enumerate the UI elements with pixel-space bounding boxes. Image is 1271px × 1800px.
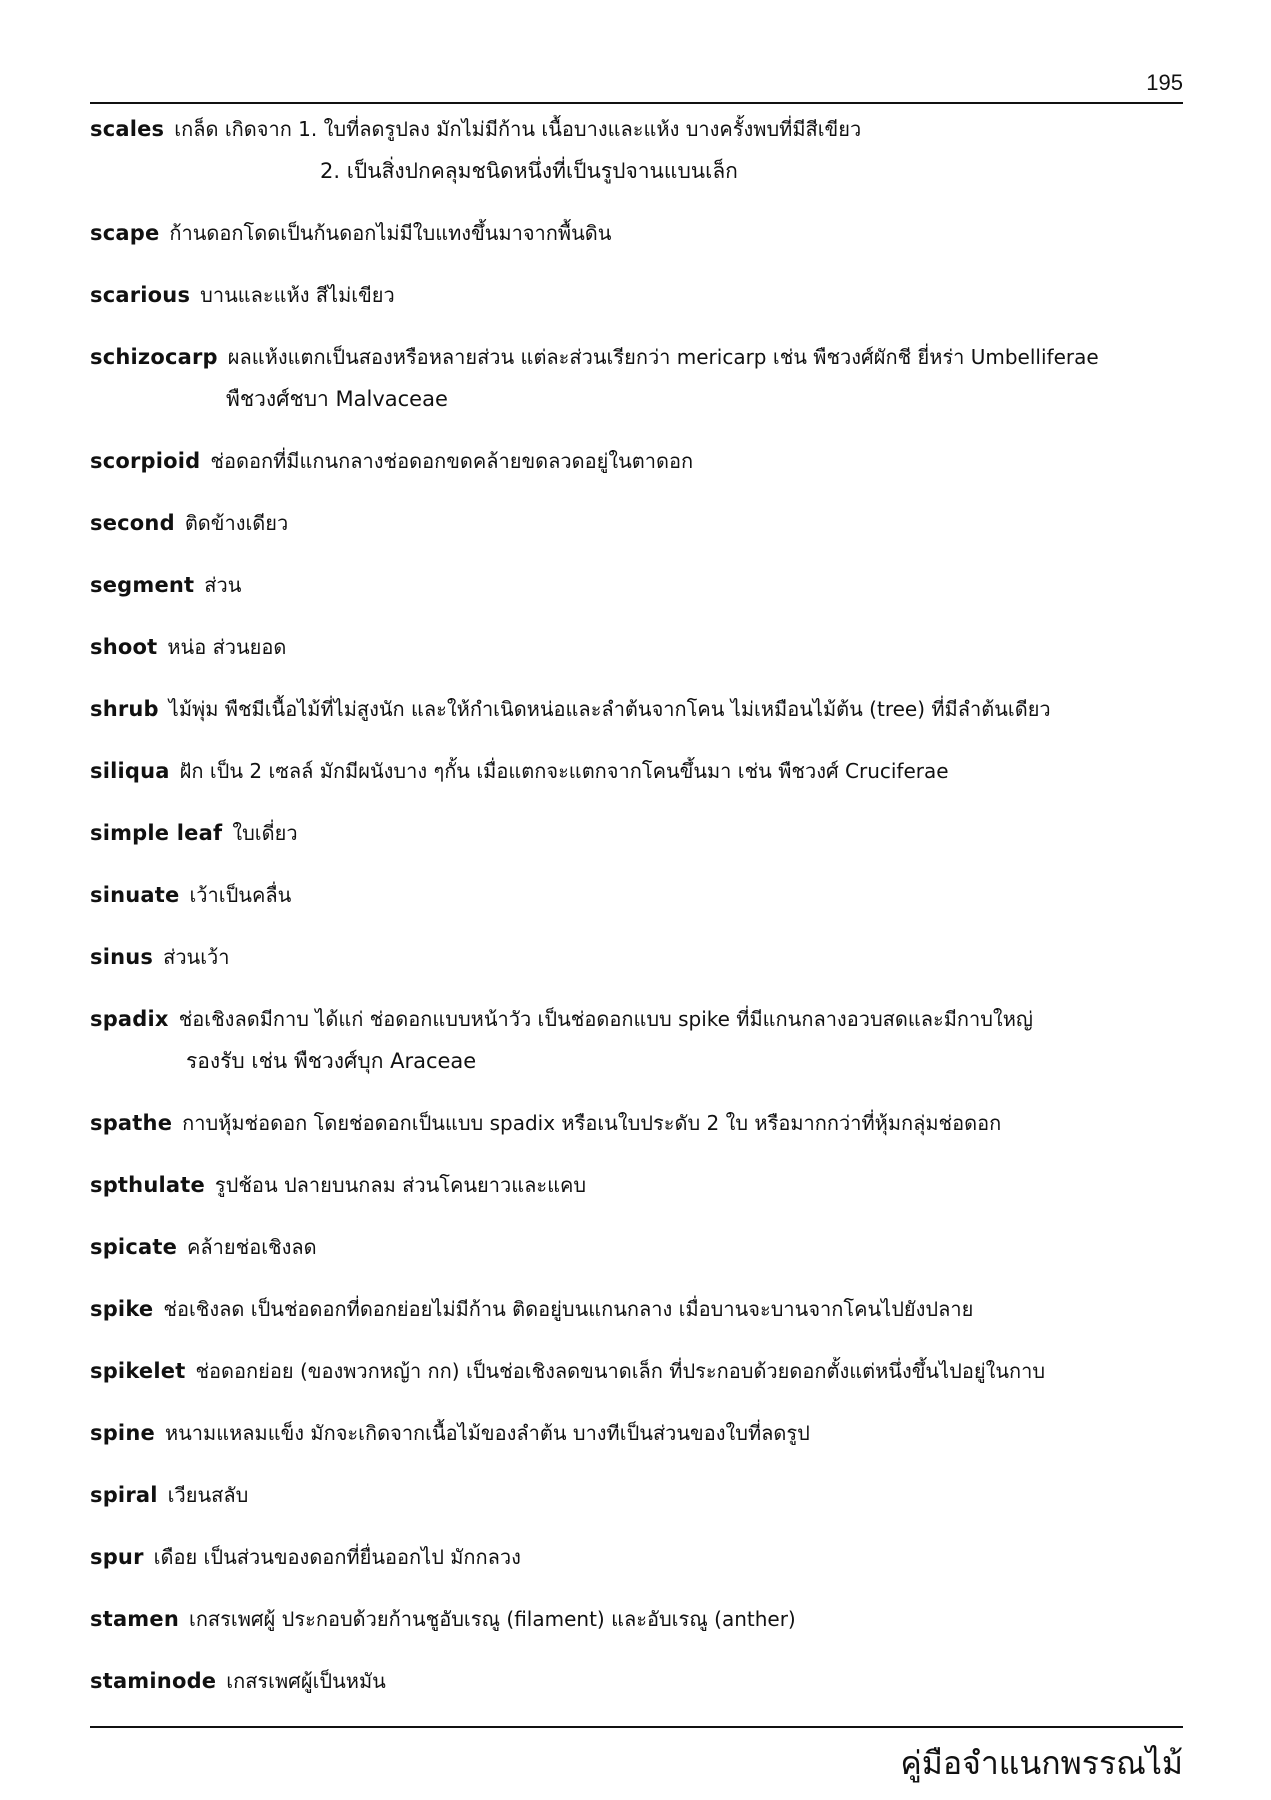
footer-rule — [90, 1726, 1183, 1728]
entry-term: second — [90, 511, 175, 535]
glossary-entry-shrub — [90, 688, 1183, 730]
entry-definition: ไม้พุ่ม พืชมีเนื้อไม้ที่ไม่สูงนัก และให้กำเนิดหน่อและลำต้นจากโคน ไม่เหมือนไม้ต้น (tree) ที่มีลำต้นเดียว — [168, 697, 1051, 721]
glossary-entry-spicate — [90, 1226, 1183, 1268]
entry-term: spadix — [90, 1007, 169, 1031]
glossary-entry-spathe — [90, 1102, 1183, 1144]
glossary-entry-staminode — [90, 1660, 1183, 1702]
glossary-entry-schizocarp — [90, 336, 1183, 420]
entry-definition: ผลแห้งแตกเป็นสองหรือหลายส่วน แต่ละส่วนเรียกว่า mericarp เช่น พืชวงศ์ผักชี ยี่หร่า Umbelliferae — [227, 345, 1099, 369]
glossary-entry-spthulate — [90, 1164, 1183, 1206]
entry-definition: เว้าเป็นคลื่น — [189, 883, 292, 907]
glossary-entry-spikelet — [90, 1350, 1183, 1392]
glossary-entry-sinuate — [90, 874, 1183, 916]
entry-term: spiral — [90, 1483, 158, 1507]
entry-definition: หนามแหลมแข็ง มักจะเกิดจากเนื้อไม้ของลำต้น บางทีเป็นส่วนของใบที่ลดรูป — [164, 1421, 810, 1445]
entry-definition-continued: 2. เป็นสิ่งปกคลุมชนิดหนึ่งที่เป็นรูปจานแบนเล็ก — [320, 159, 738, 183]
glossary-entry-stamen — [90, 1598, 1183, 1640]
glossary-entry-spadix — [90, 998, 1183, 1082]
entry-definition: รูปช้อน ปลายบนกลม ส่วนโคนยาวและแคบ — [214, 1173, 587, 1197]
entry-definition-continued: พืชวงศ์ชบา Malvaceae — [226, 387, 448, 411]
entry-term: spikelet — [90, 1359, 186, 1383]
glossary-entry-segment — [90, 564, 1183, 606]
glossary-list — [90, 108, 1183, 1722]
glossary-entry-spur — [90, 1536, 1183, 1578]
glossary-entry-spine — [90, 1412, 1183, 1454]
entry-definition: ก้านดอกโดดเป็นก้นดอกไม่มีใบแทงขึ้นมาจากพื้นดิน — [169, 221, 612, 245]
entry-definition: เกสรเพศผู้เป็นหมัน — [226, 1669, 386, 1693]
entry-definition: เกล็ด เกิดจาก 1. ใบที่ลดรูปลง มักไม่มีก้าน เนื้อบางและแห้ง บางครั้งพบที่มีสีเขียว — [174, 117, 862, 141]
entry-definition: เวียนสลับ — [167, 1483, 249, 1507]
entry-definition-continued: รองรับ เช่น พืชวงศ์บุก Araceae — [186, 1049, 477, 1073]
entry-definition: ช่อดอกย่อย (ของพวกหญ้า กก) เป็นช่อเชิงลดขนาดเล็ก ที่ประกอบด้วยดอกตั้งแต่หนึ่งขึ้นไปอยู่ในกาบ — [195, 1359, 1046, 1383]
entry-definition: ติดข้างเดียว — [184, 511, 289, 535]
glossary-entry-scales — [90, 108, 1183, 192]
entry-definition: กาบหุ้มช่อดอก โดยช่อดอกเป็นแบบ spadix หรือเนใบประดับ 2 ใบ หรือมากกว่าที่หุ้มกลุ่มช่อดอก — [182, 1111, 1002, 1135]
entry-term: spathe — [90, 1111, 173, 1135]
entry-term: segment — [90, 573, 195, 597]
entry-definition: เดือย เป็นส่วนของดอกที่ยื่นออกไป มักกลวง — [153, 1545, 521, 1569]
glossary-entry-shoot — [90, 626, 1183, 668]
glossary-entry-spike — [90, 1288, 1183, 1330]
entry-term: simple leaf — [90, 821, 223, 845]
entry-term: spike — [90, 1297, 154, 1321]
entry-term: staminode — [90, 1669, 217, 1693]
entry-term: stamen — [90, 1607, 179, 1631]
glossary-entry-second — [90, 502, 1183, 544]
entry-definition: ช่อเชิงลดมีกาบ ได้แก่ ช่อดอกแบบหน้าวัว เป็นช่อดอกแบบ spike ที่มีแกนกลางอวบสดและมีกาบใหญ่ — [178, 1007, 1033, 1031]
entry-term: sinus — [90, 945, 154, 969]
entry-definition: คล้ายช่อเชิงลด — [187, 1235, 317, 1259]
entry-definition: หน่อ ส่วนยอด — [167, 635, 287, 659]
glossary-entry-siliqua — [90, 750, 1183, 792]
glossary-entry-simple-leaf — [90, 812, 1183, 854]
glossary-entry-spiral — [90, 1474, 1183, 1516]
entry-term: spur — [90, 1545, 144, 1569]
entry-term: spicate — [90, 1235, 178, 1259]
entry-definition: ใบเดี่ยว — [232, 821, 298, 845]
entry-term: siliqua — [90, 759, 170, 783]
entry-definition: ส่วนเว้า — [163, 945, 230, 969]
glossary-entry-scarious — [90, 274, 1183, 316]
entry-definition: ช่อดอกที่มีแกนกลางช่อดอกขดคล้ายขดลวดอยู่ในตาดอก — [210, 449, 694, 473]
entry-definition: เกสรเพศผู้ ประกอบด้วยก้านชูอับเรณู (filament) และอับเรณู (anther) — [188, 1607, 796, 1631]
entry-definition: บานและแห้ง สีไม่เขียว — [200, 283, 395, 307]
entry-term: spine — [90, 1421, 155, 1445]
entry-term: spthulate — [90, 1173, 205, 1197]
entry-term: sinuate — [90, 883, 180, 907]
entry-definition: ช่อเชิงลด เป็นช่อดอกที่ดอกย่อยไม่มีก้าน ติดอยู่บนแกนกลาง เมื่อบานจะบานจากโคนไปยังปลาย — [163, 1297, 974, 1321]
entry-term: scorpioid — [90, 449, 201, 473]
entry-definition: ฝัก เป็น 2 เซลล์ มักมีผนังบาง ๆกั้น เมื่อแตกจะแตกจากโคนขึ้นมา เช่น พืชวงศ์ Cruciferae — [179, 759, 949, 783]
entry-definition: ส่วน — [204, 573, 242, 597]
glossary-entry-sinus — [90, 936, 1183, 978]
glossary-entry-scorpioid — [90, 440, 1183, 482]
footer-title: คู่มือจำแนกพรรณไม้ — [900, 1744, 1183, 1782]
entry-term: shrub — [90, 697, 159, 721]
entry-term: scarious — [90, 283, 191, 307]
entry-term: shoot — [90, 635, 158, 659]
page-number: 195 — [1146, 70, 1183, 95]
entry-term: schizocarp — [90, 345, 218, 369]
entry-term: scales — [90, 117, 165, 141]
header-rule — [90, 102, 1183, 104]
entry-term: scape — [90, 221, 160, 245]
glossary-entry-scape — [90, 212, 1183, 254]
